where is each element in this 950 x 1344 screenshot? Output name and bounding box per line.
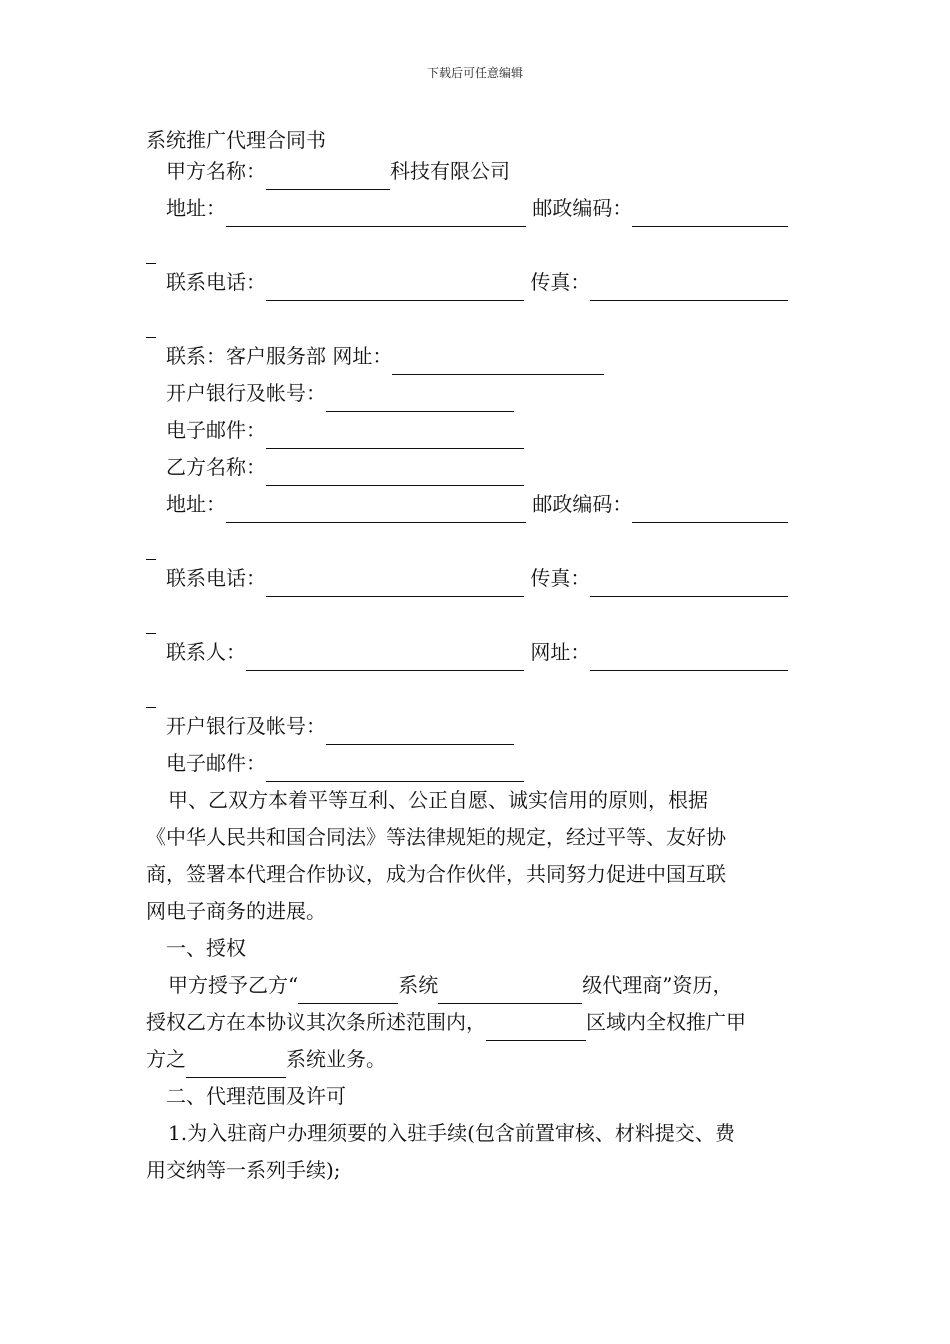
party-a-fax-blank	[590, 276, 788, 301]
wrap-line	[146, 671, 810, 708]
wrap-line	[146, 301, 810, 338]
section-1-heading: 一、授权	[166, 936, 246, 960]
preamble-line-2: 《中华人民共和国合同法》等法律规矩的规定，经过平等、友好协	[146, 825, 726, 849]
contract-body	[146, 153, 810, 1189]
party-a-name-label: 甲方名称：	[166, 159, 266, 183]
party-a-postcode-label: 邮政编码：	[532, 196, 633, 220]
party-b-postcode-blank	[632, 498, 788, 523]
party-a-fax-label: 传真：	[530, 270, 591, 294]
party-b-name-blank	[266, 461, 524, 486]
preamble-line-4: 网电子商务的进展。	[146, 899, 326, 923]
section-2-item-1-line-2: 用交纳等一系列手续);	[146, 1158, 341, 1182]
party-b-bank-label: 开户银行及帐号：	[166, 714, 326, 738]
party-b-phone-line	[146, 560, 810, 597]
party-a-address-label: 地址：	[166, 196, 226, 220]
section-1-line-3	[146, 1041, 810, 1078]
wrap-stub	[146, 313, 156, 338]
party-b-phone-label: 联系电话：	[166, 566, 266, 590]
party-a-website-blank	[392, 350, 604, 375]
party-a-address-line	[146, 190, 810, 227]
party-a-address-blank	[226, 202, 526, 227]
section-1-line-1	[146, 967, 810, 1004]
party-b-phone-blank	[266, 572, 524, 597]
party-a-email-blank	[266, 424, 524, 449]
party-b-address-line	[146, 486, 810, 523]
party-b-bank-blank	[326, 720, 514, 745]
section-1-line-2	[146, 1004, 810, 1041]
section-1-text-c: 级代理商”资历，	[582, 973, 733, 997]
party-b-address-blank	[226, 498, 526, 523]
party-b-postcode-label: 邮政编码：	[532, 492, 633, 516]
party-b-email-line	[146, 745, 810, 782]
party-a-name-suffix: 科技有限公司	[390, 159, 510, 183]
wrap-line	[146, 523, 810, 560]
wrap-stub	[146, 683, 156, 708]
party-b-name-label: 乙方名称：	[166, 455, 266, 479]
region-blank	[486, 1016, 586, 1041]
party-b-contact-blank	[246, 646, 524, 671]
party-a-email-label: 电子邮件：	[166, 418, 266, 442]
party-a-email-line	[146, 412, 810, 449]
section-1-text-f: 方之	[146, 1047, 186, 1071]
party-b-email-label: 电子邮件：	[166, 751, 266, 775]
party-a-contact-line	[146, 338, 810, 375]
party-b-fax-label: 传真：	[530, 566, 591, 590]
section-1-text-a: 甲方授予乙方“	[168, 973, 299, 997]
page-header: 下载后可任意编辑	[426, 66, 523, 80]
preamble-line-3: 商，签署本代理合作协议，成为合作伙伴，共同努力促进中国互联	[146, 862, 726, 886]
party-a-postcode-blank	[632, 202, 788, 227]
party-a-name-line	[146, 153, 810, 190]
party-a-name-blank	[266, 165, 390, 190]
party-a-bank-line	[146, 375, 810, 412]
system-name-blank	[298, 979, 398, 1004]
party-b-bank-line	[146, 708, 810, 745]
party-a-bank-label: 开户银行及帐号：	[166, 381, 326, 405]
party-b-name-line	[146, 449, 810, 486]
party-b-fax-blank	[590, 572, 788, 597]
wrap-stub	[146, 239, 156, 264]
party-a-contact-text: 联系：客户服务部 网址：	[166, 344, 393, 368]
preamble-line-1: 甲、乙双方本着平等互利、公正自愿、诚实信用的原则，根据	[168, 788, 708, 812]
party-b-address-label: 地址：	[166, 492, 226, 516]
wrap-stub	[146, 609, 156, 634]
party-a-bank-blank	[326, 387, 514, 412]
party-a-phone-line	[146, 264, 810, 301]
document-title: 系统推广代理合同书	[146, 128, 326, 152]
wrap-line	[146, 597, 810, 634]
wrap-line	[146, 227, 810, 264]
party-a-phone-label: 联系电话：	[166, 270, 266, 294]
system-business-blank	[186, 1053, 286, 1078]
section-1-text-d: 授权乙方在本协议其次条所述范围内，	[146, 1010, 486, 1034]
section-1-text-e: 区域内全权推广甲	[586, 1010, 746, 1034]
party-b-website-label: 网址：	[530, 640, 591, 664]
section-1-text-g: 系统业务。	[286, 1047, 386, 1071]
wrap-stub	[146, 535, 156, 560]
party-b-website-blank	[590, 646, 788, 671]
section-1-text-b: 系统	[398, 973, 439, 997]
party-b-email-blank	[266, 757, 524, 782]
party-b-contact-line	[146, 634, 810, 671]
party-b-contact-label: 联系人：	[166, 640, 246, 664]
agent-level-blank	[438, 979, 582, 1004]
section-2-heading: 二、代理范围及许可	[166, 1084, 346, 1108]
party-a-phone-blank	[266, 276, 524, 301]
section-2-item-1-line-1: 1.为入驻商户办理须要的入驻手续(包含前置审核、材料提交、费	[168, 1121, 735, 1145]
